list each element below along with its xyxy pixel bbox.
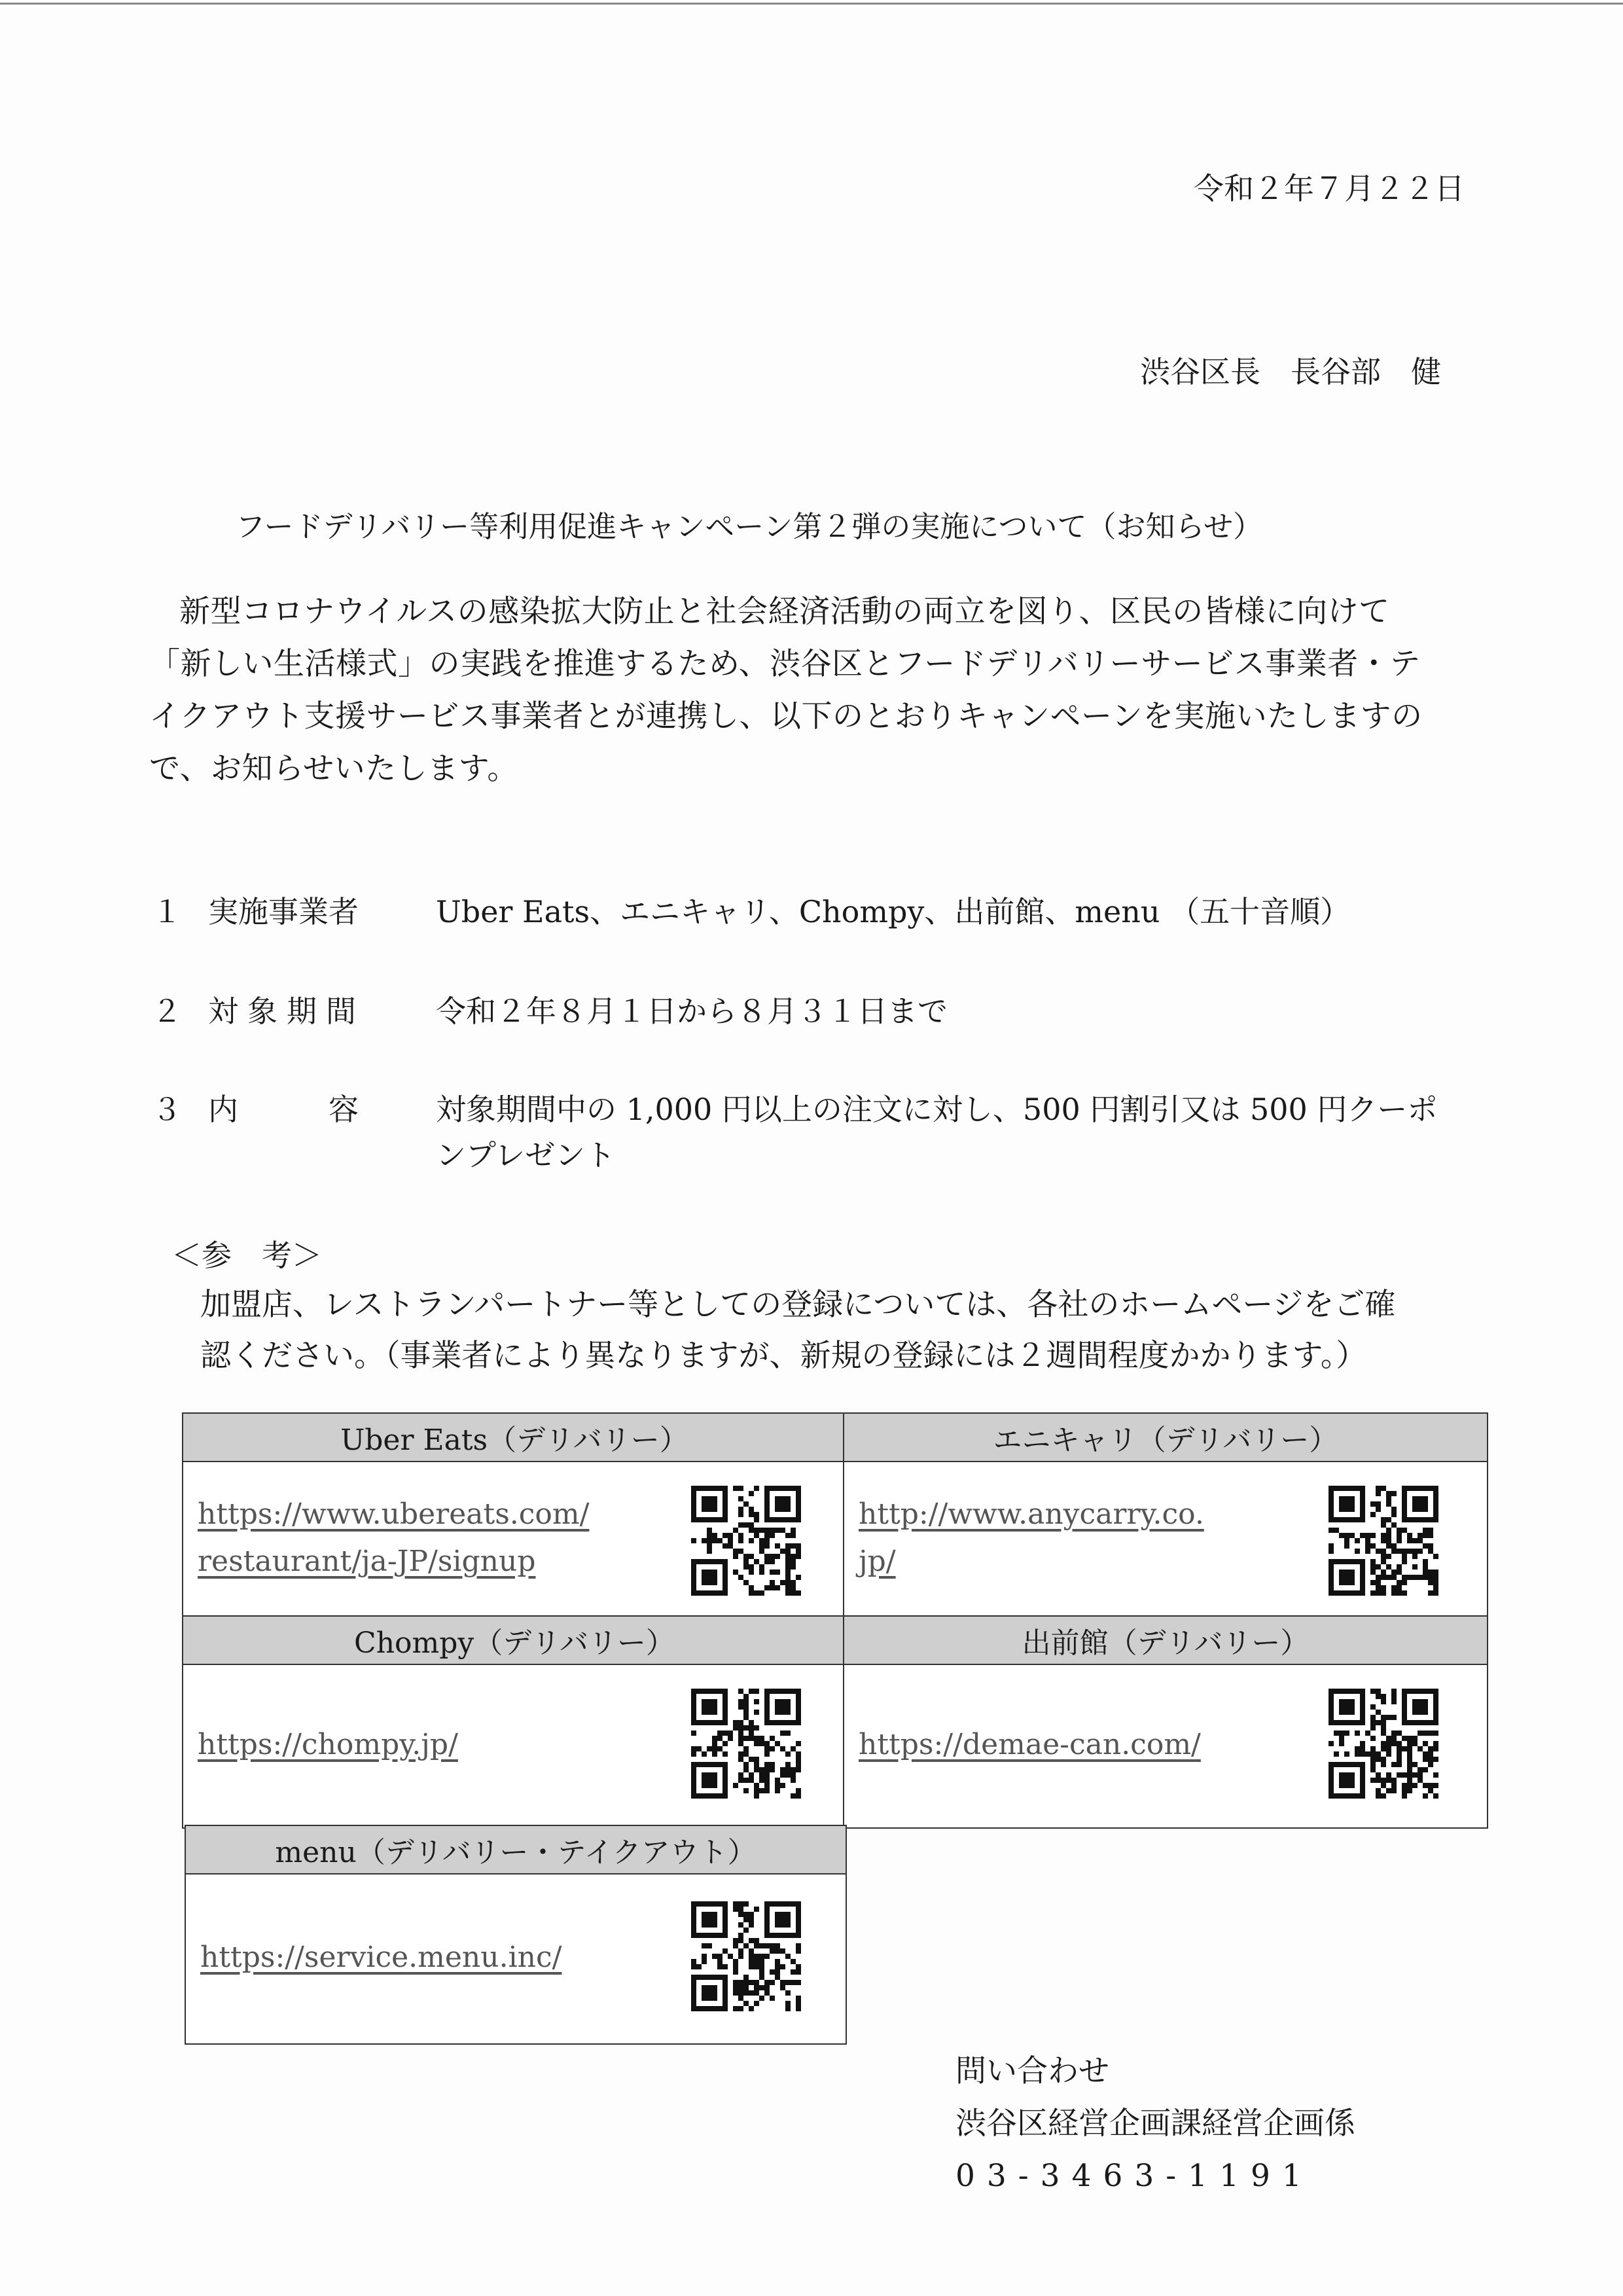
- service-url[interactable]: [200, 1934, 562, 1981]
- url-line[interactable]: https://demae-can.com/: [859, 1728, 1201, 1761]
- service-box-ubereats: [182, 1412, 847, 1619]
- item-value: 対象期間中の 1,000 円以上の注文に対し、500 円割引又は 500 円クーポ: [436, 1092, 1438, 1127]
- service-name: エニキャリ（デリバリー）: [844, 1414, 1487, 1462]
- qr-code-icon: [1329, 1486, 1438, 1596]
- item-value: Uber Eats、エニキャリ、Chompy、出前館、menu （五十音順）: [436, 894, 1351, 929]
- service-name: 出前館（デリバリー）: [844, 1617, 1487, 1665]
- intro-line: で、お知らせいたします。: [149, 751, 518, 787]
- qr-code-icon: [691, 1901, 801, 2011]
- service-url[interactable]: [859, 1721, 1201, 1768]
- item-number: １: [152, 894, 182, 929]
- contact-department: 渋谷区経営企画課経営企画係: [955, 2106, 1355, 2142]
- reference-line: 認ください。（事業者により異なりますが、新規の登録には２週間程度かかります。）: [200, 1338, 1367, 1374]
- item-label: 実施事業者: [208, 894, 359, 929]
- service-name: Chompy（デリバリー）: [183, 1617, 846, 1665]
- contact-phone: 03-3463-1191: [955, 2158, 1313, 2194]
- intro-line: 「新しい生活様式」の実践を推進するため、渋谷区とフードデリバリーサービス事業者・テ: [149, 646, 1421, 682]
- service-box-menu: [185, 1825, 847, 2045]
- url-line[interactable]: restaurant/ja-JP/signup: [198, 1545, 536, 1578]
- contact-block: [955, 2045, 1355, 2202]
- url-line[interactable]: http://www.anycarry.co.: [859, 1498, 1204, 1531]
- item-label: 対象期間: [208, 994, 365, 1029]
- service-box-anycarry: [843, 1412, 1488, 1619]
- intro-paragraph: [149, 586, 1478, 795]
- contact-heading: 問い合わせ: [955, 2053, 1109, 2089]
- item-number: ３: [152, 1092, 182, 1127]
- sender-name: 渋谷区長 長谷部 健: [1140, 354, 1441, 389]
- reference-line: 加盟店、レストランパートナー等としての登録については、各社のホームページをご確: [200, 1287, 1396, 1323]
- item-value: 令和２年８月１日から８月３１日まで: [436, 994, 948, 1029]
- qr-code-icon: [1329, 1689, 1438, 1799]
- reference-body: [200, 1280, 1395, 1382]
- url-line[interactable]: https://www.ubereats.com/: [198, 1498, 590, 1531]
- service-box-demaecan: [843, 1615, 1488, 1829]
- intro-line: イクアウト支援サービス事業者とが連携し、以下のとおりキャンペーンを実施いたしますの: [149, 698, 1423, 734]
- qr-code-icon: [691, 1486, 801, 1596]
- service-name: menu（デリバリー・テイクアウト）: [186, 1826, 846, 1874]
- document-title: フードデリバリー等利用促進キャンペーン第２弾の実施について（お知らせ）: [236, 509, 1263, 544]
- url-line[interactable]: jp/: [859, 1545, 896, 1578]
- scan-edge-line: [0, 3, 1623, 5]
- item-value: ンプレゼント: [436, 1138, 616, 1173]
- item-label: 内 容: [208, 1092, 359, 1127]
- intro-line: 新型コロナウイルスの感染拡大防止と社会経済活動の両立を図り、区民の皆様に向けて: [179, 594, 1390, 630]
- url-line[interactable]: https://chompy.jp/: [198, 1728, 458, 1761]
- item-number: ２: [152, 994, 182, 1029]
- url-line[interactable]: https://service.menu.inc/: [200, 1941, 562, 1974]
- document-date: 令和２年７月２２日: [1194, 171, 1465, 206]
- service-name: Uber Eats（デリバリー）: [183, 1414, 846, 1462]
- service-url[interactable]: [198, 1721, 458, 1768]
- reference-heading: ＜参 考＞: [171, 1238, 322, 1273]
- qr-code-icon: [691, 1689, 801, 1799]
- service-url[interactable]: [859, 1491, 1204, 1585]
- service-box-chompy: [182, 1615, 847, 1829]
- service-url[interactable]: [198, 1491, 589, 1585]
